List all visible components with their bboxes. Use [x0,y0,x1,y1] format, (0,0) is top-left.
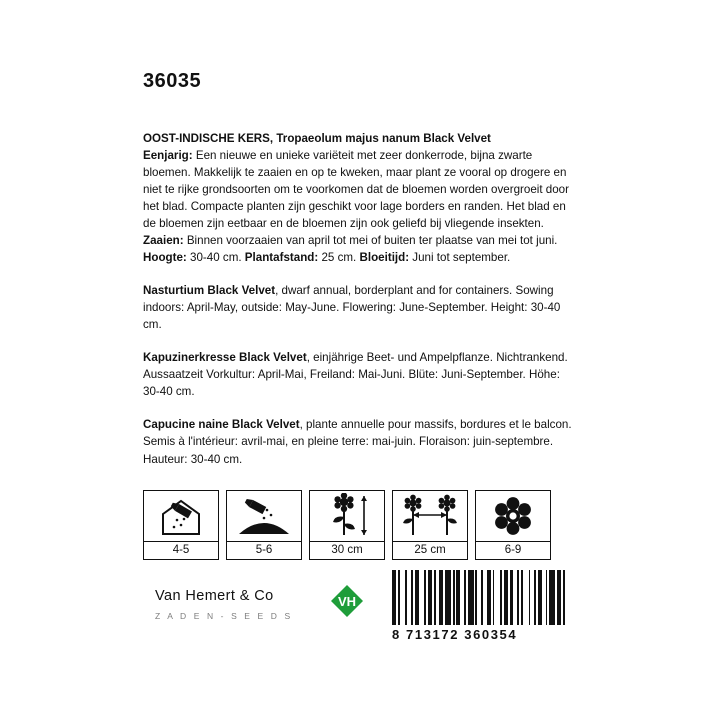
dutch-sow-label: Zaaien: [143,234,184,248]
english-body: , dwarf annual, borderplant and for containers. Sowing indoors: April-May, outside: May-June. Flowering: June-September. Height: 30-40 cm. [143,284,561,332]
brand-subtitle: Z A D E N - S E E D S [155,611,293,621]
english-title: Nasturtium Black Velvet [143,284,276,298]
icon-cell-flowering [475,490,551,560]
sow-indoors-icon [144,491,218,541]
paragraph-german [143,349,573,400]
sow-outdoors-icon [227,491,301,541]
dutch-bloom-label: Bloeitijd: [359,251,410,265]
german-title: Kapuzinerkresse Black Velvet [143,351,307,365]
dutch-title: OOST-INDISCHE KERS, [143,132,277,145]
dutch-body-3: 30-40 cm. [186,251,245,265]
flowering-period-icon [476,491,550,541]
product-code: 36035 [143,70,202,92]
icon-cell-sow-indoors [143,490,219,560]
icon-cell-spacing [392,490,468,560]
dutch-title-latin: Tropaeolum majus nanum Black Velvet [276,132,491,145]
icon-label-sow-indoors: 4-5 [144,541,218,559]
svg-text:VH: VH [337,594,357,609]
dutch-body-5: Juni tot september. [409,251,511,265]
barcode-bars [392,570,567,625]
paragraph-dutch [143,130,573,266]
dutch-body-4: 25 cm. [318,251,360,265]
dutch-body-1: Een nieuwe en unieke variëteit met zeer donkerrode, bijna zwarte bloemen. Makkelijk te zaaien en op te kweken, maar plant ze vooral op drogere en niet te rijke grondsoorten om te voorkomen dat de bloemen worden overgroeit door het blad. Compacte planten zijn geschikt voor lage borders en randen. Het blad en de bloemen zijn eetbaar en de bloemen zijn ook geliefd bij vliegende insekten. [143,149,569,231]
dutch-spacing-label: Plantafstand: [244,251,319,265]
brand-block [155,588,335,621]
plant-spacing-icon [393,491,467,541]
plant-height-icon [310,491,384,541]
brand-name: Van Hemert & Co [155,588,274,604]
german-body: , einjährige Beet- und Ampelpflanze. Nichtrankend. Aussaatzeit Vorkultur: April-Mai, Freiland: Mai-Juni. Blüte: Juni-September. Höhe: 30-40 cm. [143,351,568,399]
icon-label-height: 30 cm [310,541,384,559]
vh-logo-icon [330,584,364,618]
icon-label-sow-outdoors: 5-6 [227,541,301,559]
icon-cell-height [309,490,385,560]
pictogram-row [143,490,551,560]
paragraph-french [143,416,573,467]
french-title: Capucine naine Black Velvet [143,418,300,432]
dutch-height-label: Hoogte: [143,251,187,265]
barcode-digits: 8 713172 360354 [392,627,518,642]
french-body: , plante annuelle pour massifs, bordures et le balcon. Semis à l'intérieur: avril-mai, en pleine terre: mai-juin. Floraison: juin-septembre. Hauteur: 30-40 cm. [143,418,572,466]
paragraph-english [143,282,573,333]
icon-label-spacing: 25 cm [393,541,467,559]
description-block [143,130,573,468]
dutch-lead-label: Eenjarig: [143,149,193,163]
icon-label-flowering: 6-9 [476,541,550,559]
dutch-body-2: Binnen voorzaaien van april tot mei of buiten ter plaatse van mei tot juni. [183,234,558,248]
barcode [392,570,567,642]
icon-cell-sow-outdoors [226,490,302,560]
